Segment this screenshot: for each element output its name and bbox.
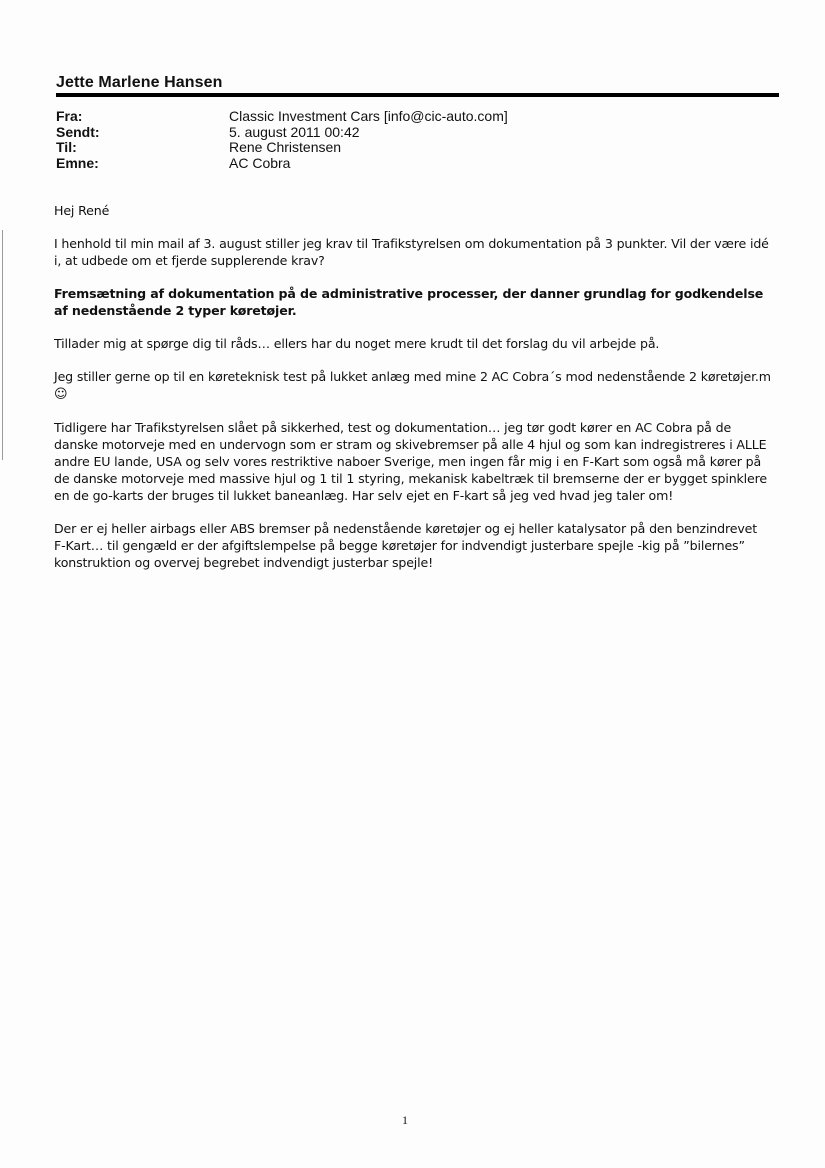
header-from-row [56, 109, 756, 125]
body-paragraph-4-text: Jeg stiller gerne op til en køreteknisk test på lukket anlæg med mine 2 AC Cobra´s mod nedenstående 2 køretøjer.m [54, 369, 771, 384]
body-paragraph-5: Tidligere har Trafikstyrelsen slået på sikkerhed, test og dokumentation… jeg tør godt kører en AC Cobra på de danske motorveje med en undervogn som er stram og skivebremser på alle 4 hjul og som kan indregistreres i ALLE andre EU lande, USA og selv vores restriktive naboer Sverige, men ingen får mig i en F-Kart som også må kører på de danske motorveje med massive hjul og 1 til 1 styring, mekanisk kabeltræk til bremserne der er bygget spinklere en de go-karts der bruges til lukket baneanlæg. Har selv ejet en F-kart så jeg ved hvad jeg taler om! [54, 420, 767, 503]
to-value: Rene Christensen [229, 139, 342, 155]
body-paragraph-3: Tillader mig at spørge dig til råds… ellers har du noget mere krudt til det forslag du vil arbejde på. [54, 336, 660, 351]
email-headers [56, 109, 756, 171]
sent-label: Sendt: [56, 123, 100, 140]
header-sent-row [56, 125, 756, 141]
from-value: Classic Investment Cars [info@cic-auto.com] [229, 108, 508, 124]
header-to-row [56, 140, 756, 156]
from-label: Fra: [56, 108, 83, 124]
scan-edge-line [2, 230, 3, 460]
to-label: Til: [56, 139, 77, 155]
subject-value: AC Cobra [229, 154, 291, 171]
body-paragraph-1: I henhold til min mail af 3. august stiller jeg krav til Trafikstyrelsen om dokumentation på 3 punkter. Vil der være idé i, at udbede om et fjerde supplerende krav? [54, 236, 769, 268]
email-body [54, 202, 772, 587]
header-subject-row [56, 156, 756, 172]
smiley-icon: ☺ [54, 387, 68, 402]
body-paragraph-6: Der er ej heller airbags eller ABS bremser på nedenstående køretøjer og ej heller katalysator på den benzindrevet F-Kart… til gengæld er der afgiftslempelse på begge køretøjer for indvendigt justerbare spejle -kig på ”bilernes” konstruktion og overvej begrebet indvendigt justerbar spejle! [54, 521, 758, 570]
sent-value: 5. august 2011 00:42 [229, 123, 360, 140]
header-rule [56, 93, 779, 97]
body-paragraph-bold-demand: Fremsætning af dokumentation på de administrative processer, der danner grundlag for godkendelse af nedenstående 2 typer køretøjer. [54, 286, 764, 318]
subject-label: Emne: [56, 154, 99, 171]
body-paragraph-4 [54, 368, 772, 403]
sender-name: Jette Marlene Hansen [56, 74, 223, 91]
page-number: 1 [402, 1113, 408, 1127]
greeting: Hej René [54, 203, 110, 218]
